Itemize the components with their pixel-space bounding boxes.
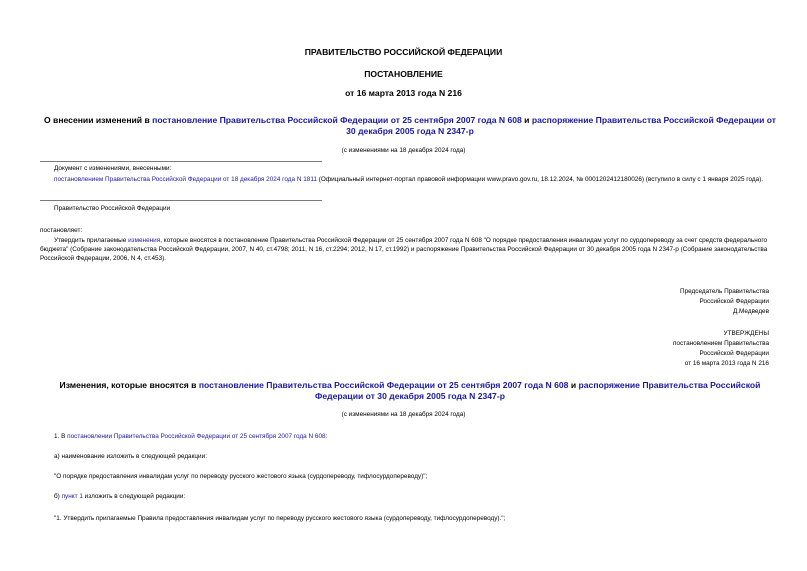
approve-paragraph — [40, 236, 770, 263]
approve-prefix: Утвердить прилагаемые — [54, 237, 129, 244]
item-b — [54, 492, 774, 501]
approved-country: Российской Федерации — [699, 350, 769, 357]
item-b-link[interactable]: пункт 1 — [61, 493, 83, 500]
title-middle: и — [521, 115, 532, 125]
title-link-order-2347[interactable]: распоряжение Правительства Российской Федерации от 30 декабря 2005 года N 2347-р — [346, 115, 777, 136]
revision-note: (с изменениями на 18 декабря 2024 года) — [341, 147, 466, 154]
item-b-suffix: изложить в следующей редакции: — [82, 493, 186, 500]
document-type-heading: ПОСТАНОВЛЕНИЕ — [364, 69, 443, 79]
divider-top — [40, 161, 322, 162]
item-b-prefix: б) — [54, 493, 62, 500]
changes-title-link-decree-608[interactable]: постановление Правительства Российской Федерации от 25 сентября 2007 года N 608 — [198, 380, 569, 390]
changes-doc-tail: (Официальный интернет-портал правовой информации www.pravo.gov.ru, 18.12.2024, № 0001202412180026) (вступило в силу с 1 января 2025 года). — [316, 176, 764, 183]
title-prefix: О внесении изменений в — [43, 115, 153, 125]
divider-bottom — [40, 200, 322, 201]
item-a: а) наименование изложить в следующей редакции: — [54, 453, 207, 460]
approved-block — [480, 329, 769, 369]
item-1 — [54, 432, 774, 441]
signature-country: Российской Федерации — [699, 298, 769, 305]
changes-revision-note: (с изменениями на 18 декабря 2024 года) — [341, 411, 466, 418]
changes-title-link-order-2347[interactable]: распоряжение Правительства Российской Федерации от 30 декабря 2005 года N 2347-р — [315, 380, 761, 401]
item-1-prefix: 1. В — [54, 433, 68, 440]
changes-title-prefix: Изменения, которые вносятся в — [59, 380, 199, 390]
changes-doc-paragraph — [40, 175, 770, 184]
changes-doc-link[interactable]: постановлением Правительства Российской Федерации от 18 декабря 2024 года N 1811 — [54, 176, 317, 183]
document-date-number: от 16 марта 2013 года N 216 — [345, 88, 462, 98]
changes-doc-label: Документ с изменениями, внесенными: — [54, 165, 172, 172]
government-heading: ПРАВИТЕЛЬСТВО РОССИЙСКОЙ ФЕДЕРАЦИИ — [304, 47, 503, 57]
approved-heading: УТВЕРЖДЕНЫ — [723, 330, 769, 337]
changes-title — [40, 380, 780, 402]
approve-changes-link[interactable]: изменения — [128, 237, 161, 244]
approve-text: , которые вносятся в постановление Правительства Российской Федерации от 25 сентября 2007 года N 608 "О порядке предоставления инвалидам услуг по сурдопереводу за счет средств федерального бюджета" (Собрание законодательства Российской Федерации, 2007, N 40, ст.4798; 2011, N 16, ст.2294; 2012, N 17, ст.1992) и распоряжение Правительства Российской Федерации от 30 декабря 2005 года N 2347-р (Собрание законодательства Российской Федерации, 2006, N 4, ст.453). — [40, 237, 768, 262]
approved-by: постановлением Правительства — [673, 340, 769, 347]
issuer: Правительство Российской Федерации — [54, 205, 171, 212]
decree-word: постановляет: — [40, 227, 83, 234]
document-title — [40, 115, 780, 137]
signature-title: Председатель Правительства — [680, 288, 769, 295]
item-1-suffix: : — [325, 433, 328, 440]
item-1-link[interactable]: постановлении Правительства Российской Федерации от 25 сентября 2007 года N 608 — [67, 433, 326, 440]
item-a-quote: "О порядке предоставления инвалидам услуг по переводу русского жестового языка (сурдопереводу, тифлосурдопереводу)"; — [54, 473, 428, 480]
signature-block — [480, 287, 769, 317]
signature-name: Д.Медведев — [732, 308, 769, 315]
changes-title-middle: и — [568, 380, 579, 390]
title-link-decree-608[interactable]: постановление Правительства Российской Федерации от 25 сентября 2007 года N 608 — [152, 115, 522, 125]
approved-date: от 16 марта 2013 года N 216 — [684, 360, 769, 367]
item-b-quote: "1. Утвердить прилагаемые Правила предоставления инвалидам услуг по переводу русского жестового языка (сурдопереводу, тифлосурдопереводу)."; — [54, 515, 506, 522]
